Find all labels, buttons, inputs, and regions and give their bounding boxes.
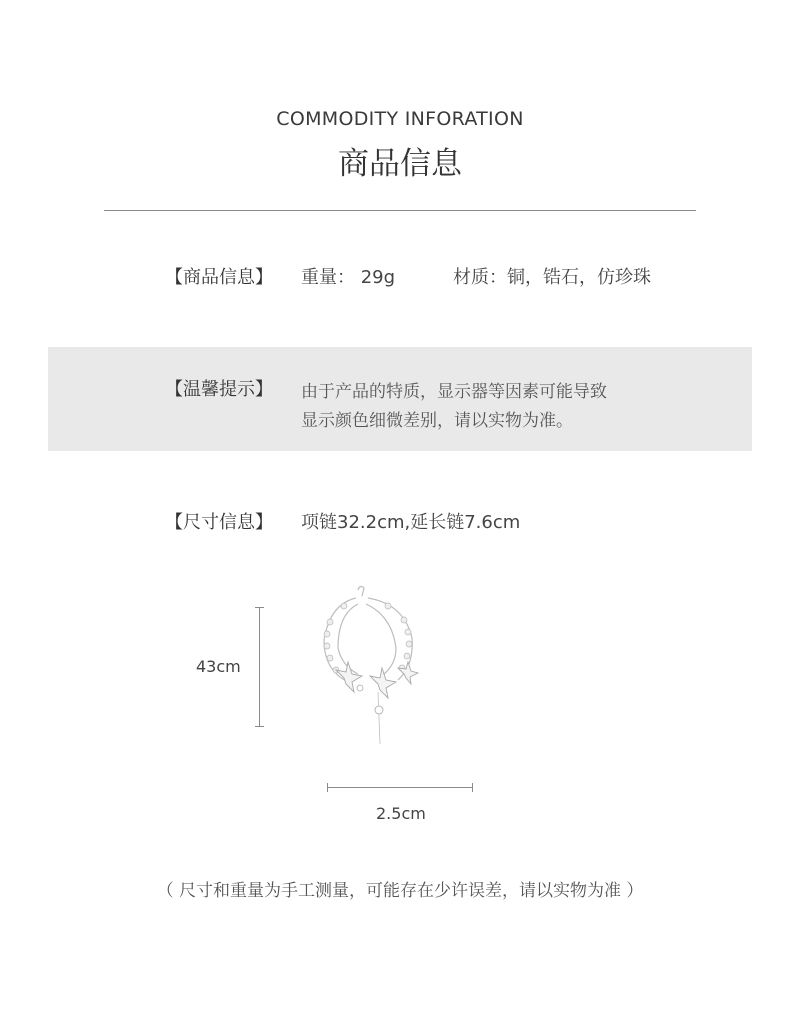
tips-label: 【温馨提示】 <box>165 379 273 400</box>
divider <box>104 210 696 211</box>
tips-line-1: 由于产品的特质，显示器等因素可能导致 <box>301 382 607 402</box>
size-info-value: 项链32.2cm,延长链7.6cm <box>301 512 521 533</box>
height-dimension-label: 43cm <box>196 657 241 676</box>
width-dimension-label: 2.5cm <box>376 804 426 823</box>
weight-value: 重量： 29g <box>301 267 396 288</box>
tips-line-2: 显示颜色细微差别，请以实物为准。 <box>301 411 573 431</box>
product-info-label: 【商品信息】 <box>165 267 273 288</box>
material-value: 材质：铜，锆石，仿珍珠 <box>453 267 651 288</box>
heading-english: COMMODITY INFORATION <box>276 108 524 130</box>
heading-chinese: 商品信息 <box>338 146 462 182</box>
footnote: （ 尺寸和重量为手工测量，可能存在少许误差，请以实物为准 ） <box>156 881 644 901</box>
necklace-image <box>300 582 440 752</box>
size-info-label: 【尺寸信息】 <box>165 512 273 533</box>
width-dimension-line <box>327 787 473 788</box>
height-dimension-line <box>259 607 260 727</box>
